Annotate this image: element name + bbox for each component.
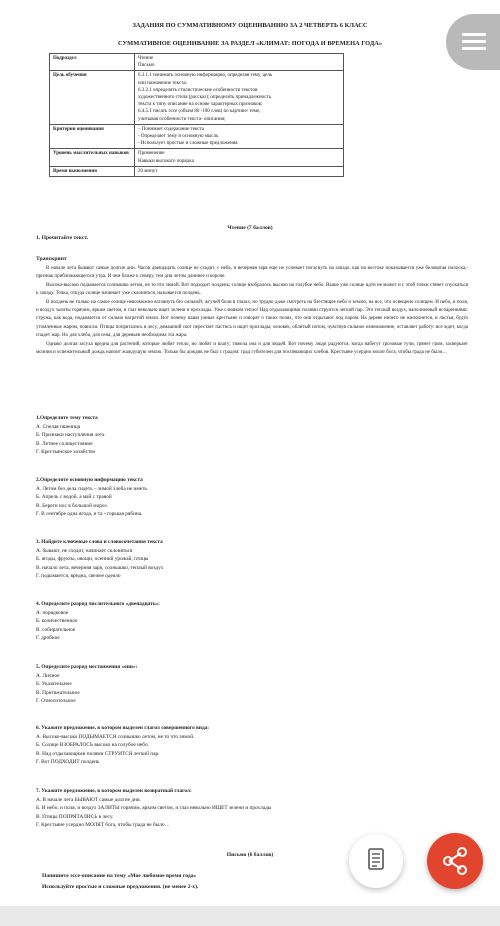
table-line: 6.4.5.1 писать эссе (объем 80 -100 слов) по картине/ теме, <box>138 109 261 115</box>
question-title: 7. Укажите предложение, в котором выделен возвратный глагол: <box>36 788 192 794</box>
question-title: 2.Определите основную информацию текста <box>36 477 143 483</box>
hamburger-menu-icon <box>462 47 486 50</box>
task-instruction: 1. Прочитайте текст. <box>36 235 89 241</box>
table-key: Время выполнения <box>50 166 135 176</box>
paragraph: Однако долгая засуха вредна для растений, которые любят тепло, но любят и влагу; тяжела она и для людей. Вот почему люди радуются, когда набегут грозовые тучи, грянет гром, засверкает молния и освежительный дождь напоит жаждущую землю. Только бы дождик не был с градом: град губителен для поспевающих хлебов. Крестьяне усердно молят бога, чтобы града не было… <box>36 341 468 356</box>
answer-option: А. Высоко-высоко ПОДЫМАЕТСЯ солнышко летом, не то что зимой. <box>36 734 195 741</box>
table-line: 6.3.1.1 понимать основную информацию, определяя тему, цель <box>138 73 273 79</box>
table-line: 20 минут <box>138 168 158 174</box>
table-key: Уровень мыслительных навыков <box>50 149 135 166</box>
answer-option: В. собирательное <box>36 626 76 633</box>
table-key: Критерии оценивания <box>50 124 135 149</box>
answer-option: Г. Относительное <box>36 697 76 704</box>
answer-option: Б. Признаки наступления лета <box>36 432 105 439</box>
assessment-info-table <box>49 53 344 177</box>
table-row <box>50 71 344 124</box>
answer-option: Б. Солнце ВЗОБРАЛОСЬ высоко на голубое небо. <box>36 742 149 749</box>
table-line: художественного стиля (рассказ); определять принадлежность <box>138 95 271 101</box>
table-row <box>50 124 344 149</box>
table-value <box>135 71 344 124</box>
reading-section-title: Чтение (7 баллов) <box>227 225 273 231</box>
writing-section-title: Письмо (6 баллов) <box>226 852 274 858</box>
section-title: СУММАТИВНОЕ ОЦЕНИВАНИЕ ЗА РАЗДЕЛ «КЛИМАТ: ПОГОДА И ВРЕМЕНА ГОДА» <box>117 40 383 47</box>
table-row <box>50 166 344 176</box>
table-line: учитывая особенности текста- описания; <box>138 116 226 122</box>
question-3 <box>36 538 466 580</box>
question-1 <box>36 414 466 456</box>
answer-option: В. Притяжательное <box>36 689 80 696</box>
answer-option: Г. В сентябре одна ягода, и та - горькая рябина. <box>36 510 143 517</box>
transcript-label: Транскрипт <box>36 256 67 262</box>
question-4 <box>36 600 466 642</box>
paragraph: В начале лета бывают самые долгие дни. Часов двенадцать солнце не сходит. с неба, и вечерняя заря еще не успевает погаснуть на западе, как на востоке показывается уже беловатая полоска,- признак приближающегося утра. И чем ближе к северу, тем дни летом длиннее и короче. <box>36 266 468 280</box>
question-title: 4. Определите разряд числительного «двенадцать»: <box>36 601 160 607</box>
table-key: Цель обучения <box>50 71 135 124</box>
table-line: – Понимает содержание текста <box>138 126 204 132</box>
table-value <box>135 149 344 166</box>
answer-option: А. В начале лета БЫВАЮТ самые долгие дни. <box>36 797 141 804</box>
answer-option: А. Спелая пшеница <box>36 424 81 431</box>
question-title: 3. Найдите ключевые слова и словосочетания текста <box>36 539 163 545</box>
writing-requirement: Используйте простые и сложные предложения. (не менее 2-х). <box>42 884 199 890</box>
table-value <box>135 124 344 149</box>
answer-option: А. порядковое <box>36 610 69 617</box>
table-key: Подраздел <box>50 54 135 71</box>
table-line: текста к типу описание на основе характерных признаков; <box>138 102 263 108</box>
table-line: - Использует простые и сложные предложения <box>138 141 238 147</box>
paragraph: Высоко-высоко подымается солнышко летом, не то что зимой. Вот подходит полдень; солнце взобралось высоко на голубое небо. Выше уже солнце идти не может и с этой точки стянет спускаться к западу. Точка, откуда солнце начинает уже склоняться, называется полдень. <box>36 282 468 297</box>
answer-option: А. Летом без дела сидеть – зимой хлеба не иметь. <box>36 486 149 493</box>
menu-button[interactable] <box>446 14 500 70</box>
paragraph: В полдень не только на самое солнце невозможно взглянуть без сильной; жгучей боли в глазах, но трудно даже смотреть на блестящее небо и землю, на все, что освещено солнцем. И небо, и поля, и воздух залиты горячим, ярким светом, и глаз невольно ищет зелени и прохлады. Уже слишком тепло! Над отдыхающими полями струится легкий пар. Это теплый воздух, наполненный испарениями: стружь, как вода, подымается от сильно нагретой земли. Вот почему наши умные крестьяне и говорят о таких полях, что они отдыхают под паром. На дереве ничего не шелохнется, и листья, будто утомленные жаром, повисли. Птицы попрятались в лесу, домашний скот перестает пастись и ищет прохлады; человек, облитый потом, чувствуя сильное изнеможение, оставляет работу: все ждет, когда спадет жар. Но для хлеба, для сена, для деревьев необходима эта жара. <box>36 299 468 339</box>
share-button[interactable] <box>427 833 483 889</box>
document-button[interactable] <box>349 834 403 888</box>
table-line: Навыки высокого порядка <box>138 158 194 164</box>
table-line: Применение <box>138 151 165 157</box>
table-line: Письмо <box>138 63 155 69</box>
writing-task: Напишите эссе-описание на тему «Мое любимое время года» <box>42 873 197 879</box>
answer-option: Б. И небо, и поля, и воздух ЗАЛИТЫ горячим, ярким светом, и глаз невольно ИЩЕТ зелени и прохлады <box>36 805 272 812</box>
table-line: или назначение текста; <box>138 80 187 86</box>
question-5 <box>36 663 466 705</box>
answer-option: Г. Крестьяне усердно МОЛЯТ бога, чтобы града не было… <box>36 821 170 828</box>
question-title: 5. Определите разряд местоимения «они»: <box>36 664 138 670</box>
answer-option: В. Береги нос в большой мороз. <box>36 502 108 509</box>
hamburger-menu-icon <box>462 40 486 43</box>
answer-option: Б. Указательное <box>36 681 72 688</box>
answer-option: В. Летнее солнцестояние <box>36 440 93 447</box>
answer-option: Б. ягоды, фрукты, овощи, осенний урожай, птицы <box>36 556 149 563</box>
question-7 <box>36 787 466 829</box>
table-row <box>50 54 344 71</box>
answer-option: Б. количественное <box>36 618 78 625</box>
table-line: 6.3.2.1 определять стилистические особенности текстов <box>138 87 258 93</box>
answer-option: А. Личное <box>36 673 60 680</box>
question-title: 6. Укажите предложение, в котором выделен глагол совершенного вида: <box>36 725 210 731</box>
question-2 <box>36 476 466 518</box>
answer-option: В. Над отдыхающими полями СТРУИТСЯ легкий пар. <box>36 750 160 757</box>
answer-option: Г. Крестьянское хозяйство <box>36 448 96 455</box>
answer-option: А. бывают, не сходит, начинает склоняться <box>36 548 133 555</box>
table-value <box>135 54 344 71</box>
share-icon <box>427 833 483 889</box>
question-6 <box>36 724 466 766</box>
bottom-bar <box>0 906 500 926</box>
answer-option: В. начало лета, вечерняя заря, солнышко, теплый воздух <box>36 564 164 571</box>
hamburger-menu-icon <box>462 33 486 36</box>
answer-option: Г. дробное <box>36 634 60 641</box>
answer-option: В. Птицы ПОПРЯТАЛИСЬ в лесу. <box>36 813 114 820</box>
answer-option: Г. подымается, вредна, свежее одеяло <box>36 572 121 579</box>
document-title: ЗАДАНИЯ ПО СУММАТИВНОМУ ОЦЕНИВАНИЮ ЗА 2 ЧЕТВЕРТЬ 6 КЛАСС <box>132 22 368 29</box>
table-value <box>135 166 344 176</box>
reading-text <box>36 265 468 357</box>
question-title: 1.Определите тему текста <box>36 415 98 421</box>
answer-option: Б. Апрель с водой, а май с травой <box>36 494 112 501</box>
table-line: Чтение <box>138 56 154 61</box>
document-icon <box>349 834 403 888</box>
answer-option: Г. Вот ПОДХОДИТ полдень <box>36 758 100 765</box>
table-row <box>50 149 344 166</box>
table-line: - Определяет тему и основную мысль <box>138 134 219 140</box>
